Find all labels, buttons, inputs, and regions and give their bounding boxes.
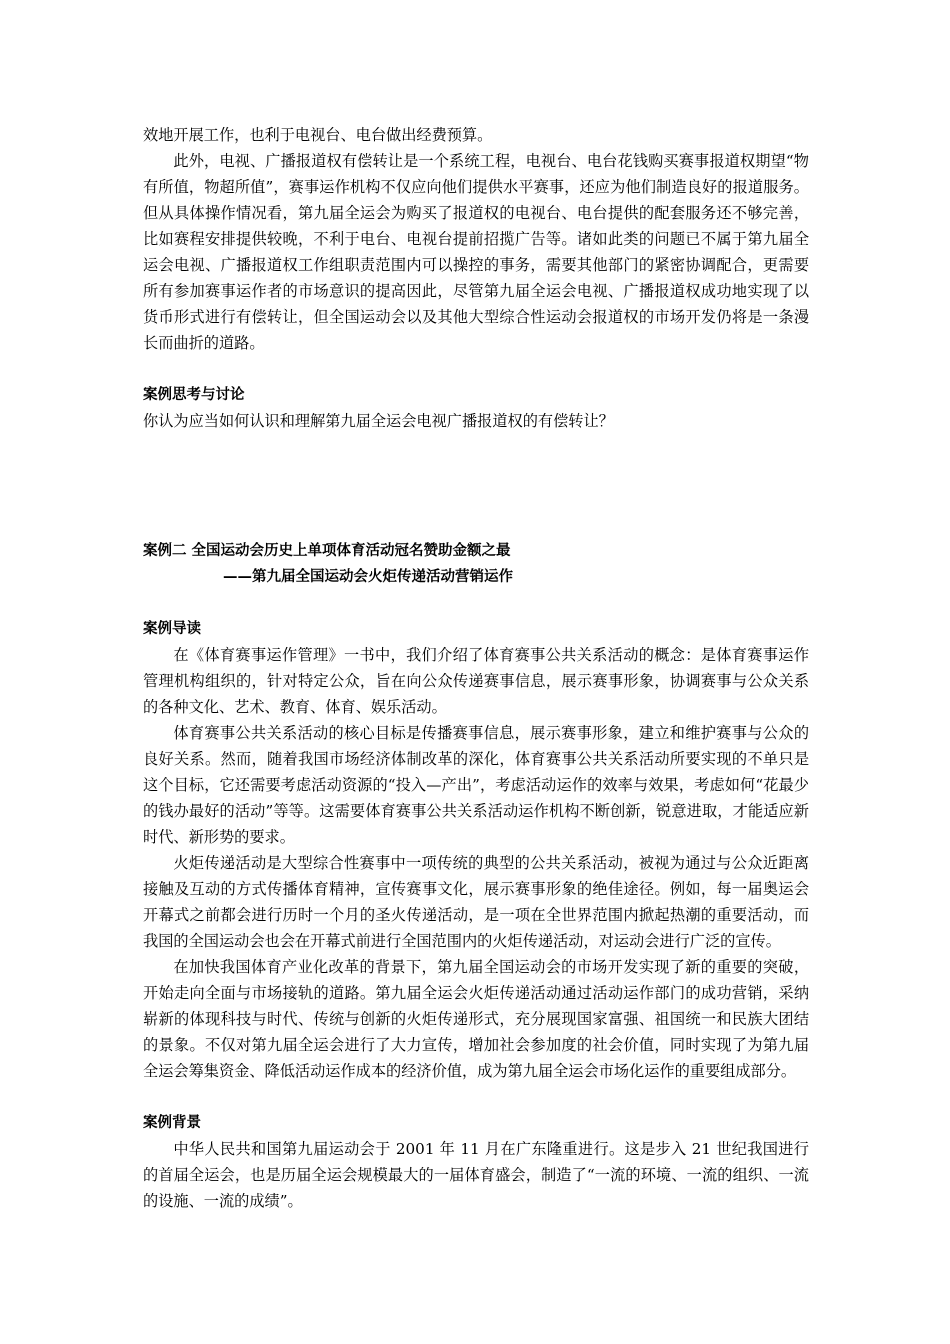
paragraph-broadcast-rights: 此外，电视、广播报道权有偿转让是一个系统工程，电视台、电台花钱购买赛事报道权期望“物有所值，物超所值”，赛事运作机构不仅应向他们提供水平赛事，还应为他们制造良好的报道服务。但从具体操作情况看，第九届全运会为购买了报道权的电视台、电台提供的配套服务还不够完善，比如赛程安排提供较晚，不利于电台、电视台提前招揽广告等。诸如此类的问题已不属于第九届全运会电视、广播报道权工作组职责范围内可以操控的事务，需要其他部门的紧密协调配合，更需要所有参加赛事运作者的市场意识的提高因此，尽管第九届全运会电视、广播报道权成功地实现了以货币形式进行有偿转让，但全国运动会以及其他大型综合性运动会报道权的市场开发仍将是一条漫长而曲折的道路。 [143, 152, 809, 352]
intro-paragraph: 在加快我国体育产业化改革的背景下，第九届全国运动会的市场开发实现了新的重要的突破，开始走向全面与市场接轨的道路。第九届全运会火炬传递活动通过活动运作部门的成功营销，采纳崭新的体现科技与时代、传统与创新的火炬传递形式，充分展现国家富强、祖国统一和民族大团结的景象。不仅对第九届全运会进行了大力宣传，增加社会参加度的社会价值，同时实现了为第九届全运会筹集资金、降低活动运作成本的经济价值，成为第九届全运会市场化运作的重要组成部分。 [143, 958, 809, 1080]
case2-subtitle: ——第九届全国运动会火炬传递活动营销运作 [223, 569, 513, 585]
intro-paragraph: 在《体育赛事运作管理》一书中，我们介绍了体育赛事公共关系活动的概念：是体育赛事运作管理机构组织的，针对特定公众，旨在向公众传递赛事信息，展示赛事形象，协调赛事与公众关系的各种文化、艺术、教育、体育、娱乐活动。 [143, 646, 809, 716]
document-page [143, 122, 809, 1214]
intro-paragraph: 体育赛事公共关系活动的核心目标是传播赛事信息，展示赛事形象，建立和维护赛事与公众的良好关系。然而，随着我国市场经济体制改革的深化，体育赛事公共关系活动所要实现的不单只是这个目标，它还需要考虑活动资源的“投入—产出”，考虑活动运作的效率与效果，考虑如何“花最少的钱办最好的活动”等等。这需要体育赛事公共关系活动运作机构不断创新，锐意进取，才能适应新时代、新形势的要求。 [143, 724, 809, 846]
discussion-question: 你认为应当如何认识和理解第九届全运会电视广播报道权的有偿转让？ [143, 412, 614, 430]
discussion-heading: 案例思考与讨论 [143, 387, 245, 403]
case2-title: 案例二 全国运动会历史上单项体育活动冠名赞助金额之最 [143, 543, 511, 559]
intro-paragraph: 火炬传递活动是大型综合性赛事中一项传统的典型的公共关系活动，被视为通过与公众近距离接触及互动的方式传播体育精神，宣传赛事文化，展示赛事形象的绝佳途径。例如，每一届奥运会开幕式之前都会进行历时一个月的圣火传递活动，是一项在全世界范围内掀起热潮的重要活动，而我国的全国运动会也会在开幕式前进行全国范围内的火炬传递活动，对运动会进行广泛的宣传。 [143, 854, 809, 950]
background-paragraph: 中华人民共和国第九届运动会于 2001 年 11 月在广东隆重进行。这是步入 21 世纪我国进行的首届全运会，也是历届全运会规模最大的一届体育盛会，制造了“一流的环境、一流的组织、一流的设施、一流的成绩”。 [143, 1140, 809, 1210]
paragraph-continued: 效地开展工作，也利于电视台、电台做出经费预算。 [143, 126, 493, 144]
background-heading: 案例背景 [143, 1115, 201, 1131]
intro-heading: 案例导读 [143, 621, 201, 637]
